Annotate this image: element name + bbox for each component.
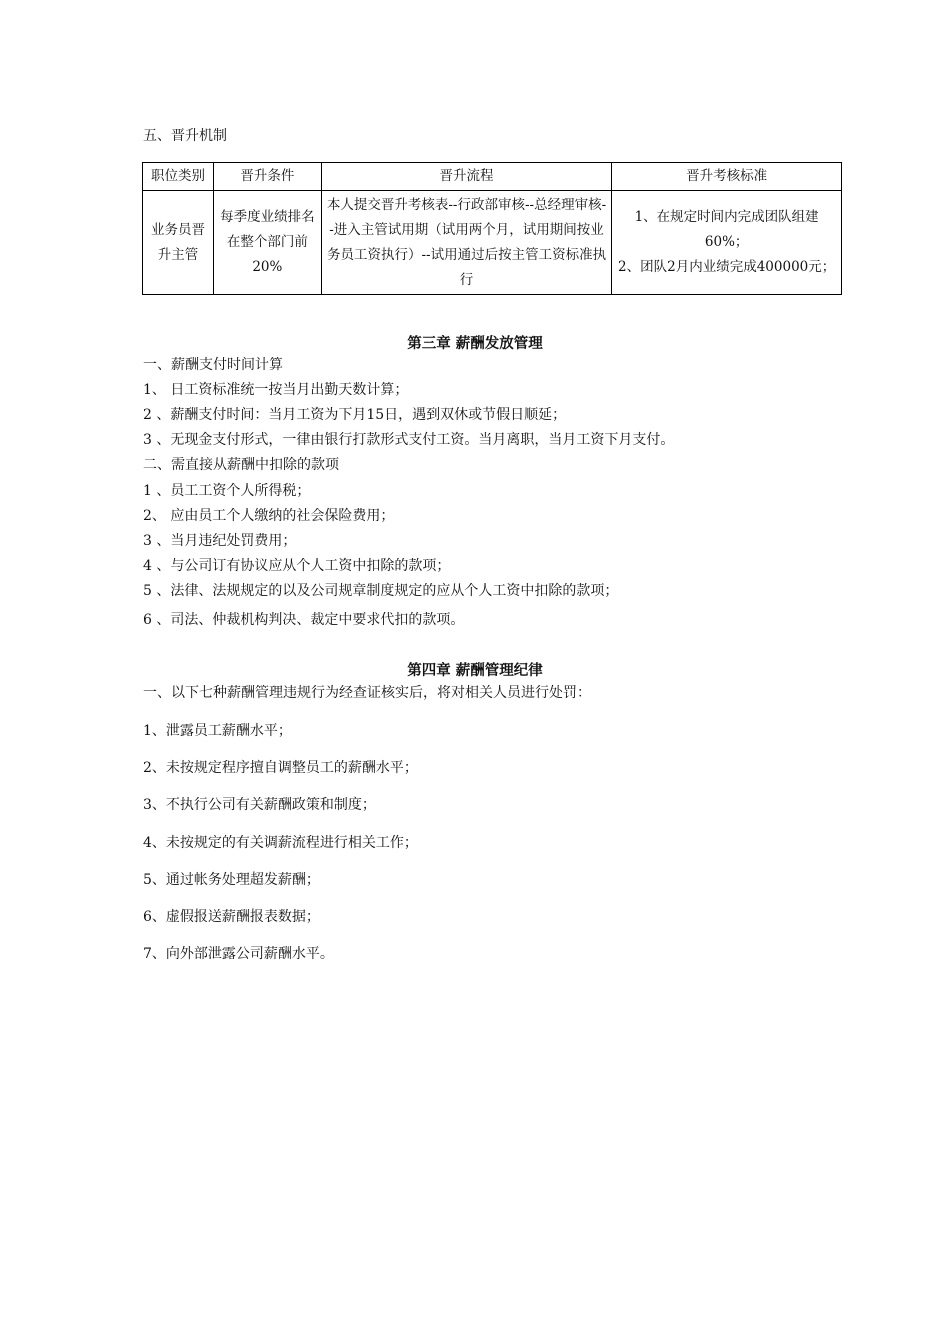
table-header-cell: 职位类别 xyxy=(143,163,214,191)
standard-line-2: 2、团队2月内业绩完成400000元； xyxy=(618,259,836,275)
table-cell-condition: 每季度业绩排名在整个部门前20% xyxy=(213,191,321,295)
list-item: 3 、无现金支付形式，一律由银行打款形式支付工资。当月离职，当月工资下月支付。 xyxy=(143,432,675,448)
table-cell-process: 本人提交晋升考核表--行政部审核--总经理审核--进入主管试用期（试用两个月，试用期间按业务员工资执行）--试用通过后按主管工资标准执行 xyxy=(321,191,612,295)
table-row xyxy=(143,191,842,295)
table-cell-standard xyxy=(612,191,842,295)
list-item: 1、 日工资标准统一按当月出勤天数计算； xyxy=(143,382,409,398)
list-item: 4、未按规定的有关调薪流程进行相关工作； xyxy=(143,835,418,851)
list-item: 3、不执行公司有关薪酬政策和制度； xyxy=(143,797,376,813)
list-item: 5 、法律、法规规定的以及公司规章制度规定的应从个人工资中扣除的款项； xyxy=(143,583,619,599)
list-item: 7、向外部泄露公司薪酬水平。 xyxy=(143,946,334,962)
list-item: 二、需直接从薪酬中扣除的款项 xyxy=(143,457,339,473)
chapter-4-title: 第四章 薪酬管理纪律 xyxy=(407,662,543,679)
list-item: 3 、当月违纪处罚费用； xyxy=(143,533,297,549)
standard-line-1: 1、在规定时间内完成团队组建60%； xyxy=(634,209,819,250)
list-item: 5、通过帐务处理超发薪酬； xyxy=(143,872,320,888)
chapter-3-title: 第三章 薪酬发放管理 xyxy=(407,335,543,352)
list-item: 2、未按规定程序擅自调整员工的薪酬水平； xyxy=(143,760,418,776)
list-item: 6 、司法、仲裁机构判决、裁定中要求代扣的款项。 xyxy=(143,612,465,628)
chapter-4-intro: 一、以下七种薪酬管理违规行为经查证核实后，将对相关人员进行处罚： xyxy=(143,685,591,701)
table-header-cell: 晋升流程 xyxy=(321,163,612,191)
list-item: 1、泄露员工薪酬水平； xyxy=(143,723,292,739)
list-item: 2、 应由员工个人缴纳的社会保险费用； xyxy=(143,508,395,524)
table-cell-category: 业务员晋升主管 xyxy=(143,191,214,295)
table-header-row xyxy=(143,163,842,191)
list-item: 2 、薪酬支付时间：当月工资为下月15日，遇到双休或节假日顺延； xyxy=(143,407,567,423)
table-header-cell: 晋升考核标准 xyxy=(612,163,842,191)
section-heading-promotion: 五、晋升机制 xyxy=(143,128,227,144)
list-item: 1 、员工工资个人所得税； xyxy=(143,483,311,499)
table-header-cell: 晋升条件 xyxy=(213,163,321,191)
promotion-table xyxy=(142,162,842,295)
list-item: 一、薪酬支付时间计算 xyxy=(143,357,283,373)
list-item: 6、虚假报送薪酬报表数据； xyxy=(143,909,320,925)
list-item: 4 、与公司订有协议应从个人工资中扣除的款项； xyxy=(143,558,451,574)
